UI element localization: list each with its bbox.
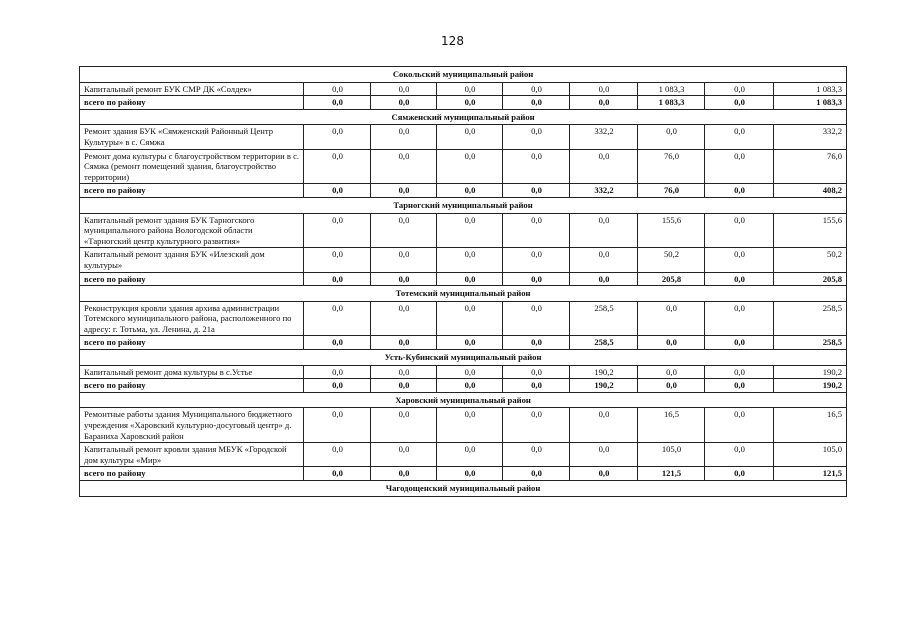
total-value-cell: 1 083,3: [638, 96, 705, 110]
total-row: [80, 184, 847, 198]
value-cell: 0,0: [304, 443, 371, 467]
value-cell: 0,0: [570, 443, 638, 467]
value-cell: 0,0: [705, 125, 774, 149]
total-value-cell: 0,0: [304, 467, 371, 481]
total-value-cell: 0,0: [503, 96, 570, 110]
total-value-cell: 190,2: [774, 379, 847, 393]
value-cell: 0,0: [570, 408, 638, 443]
value-cell: 0,0: [304, 365, 371, 379]
total-value-cell: 121,5: [638, 467, 705, 481]
section-header-row: [80, 109, 847, 125]
value-cell: 0,0: [570, 248, 638, 272]
total-label: всего по району: [80, 467, 304, 481]
value-cell: 0,0: [437, 301, 503, 336]
value-cell: 0,0: [304, 301, 371, 336]
section-title: Чагодощенский муниципальный район: [80, 481, 847, 497]
total-value-cell: 0,0: [304, 272, 371, 286]
value-cell: 0,0: [371, 408, 437, 443]
value-cell: 0,0: [437, 149, 503, 184]
total-value-cell: 0,0: [304, 184, 371, 198]
value-cell: 0,0: [304, 408, 371, 443]
total-row: [80, 379, 847, 393]
value-cell: 0,0: [705, 213, 774, 248]
value-cell: 50,2: [638, 248, 705, 272]
value-cell: 190,2: [570, 365, 638, 379]
section-header-row: [80, 197, 847, 213]
total-value-cell: 0,0: [638, 379, 705, 393]
section-header-row: [80, 286, 847, 302]
total-value-cell: 0,0: [503, 379, 570, 393]
section-title: Сокольский муниципальный район: [80, 67, 847, 83]
value-cell: 0,0: [371, 125, 437, 149]
value-cell: 0,0: [503, 408, 570, 443]
section-header-row: [80, 67, 847, 83]
total-value-cell: 0,0: [503, 467, 570, 481]
value-cell: 16,5: [638, 408, 705, 443]
item-name: Ремонт дома культуры с благоустройством территории в с. Сямжа (ремонт помещений здания, благоустройство территории): [80, 149, 304, 184]
table-row: [80, 408, 847, 443]
value-cell: 258,5: [570, 301, 638, 336]
value-cell: 0,0: [304, 82, 371, 96]
value-cell: 16,5: [774, 408, 847, 443]
value-cell: 0,0: [437, 82, 503, 96]
total-value-cell: 0,0: [570, 467, 638, 481]
total-value-cell: 0,0: [304, 379, 371, 393]
total-label: всего по району: [80, 272, 304, 286]
total-value-cell: 205,8: [774, 272, 847, 286]
total-value-cell: 205,8: [638, 272, 705, 286]
total-value-cell: 258,5: [570, 336, 638, 350]
value-cell: 0,0: [503, 82, 570, 96]
value-cell: 0,0: [437, 365, 503, 379]
value-cell: 0,0: [371, 443, 437, 467]
budget-table-body: [80, 67, 847, 497]
value-cell: 0,0: [638, 125, 705, 149]
section-header-row: [80, 350, 847, 366]
total-value-cell: 0,0: [304, 336, 371, 350]
budget-table: [79, 66, 847, 497]
value-cell: 0,0: [371, 248, 437, 272]
value-cell: 0,0: [304, 125, 371, 149]
section-header-row: [80, 392, 847, 408]
value-cell: 105,0: [774, 443, 847, 467]
item-name: Капитальный ремонт БУК СМР ДК «Солдек»: [80, 82, 304, 96]
value-cell: 0,0: [371, 301, 437, 336]
table-row: [80, 213, 847, 248]
section-title: Сямженский муниципальный район: [80, 109, 847, 125]
value-cell: 0,0: [503, 365, 570, 379]
value-cell: 0,0: [570, 149, 638, 184]
item-name: Ремонт здания БУК «Сямженский Районный Центр Культуры» в с. Сямжа: [80, 125, 304, 149]
total-row: [80, 96, 847, 110]
section-title: Харовский муниципальный район: [80, 392, 847, 408]
total-row: [80, 272, 847, 286]
value-cell: 0,0: [503, 443, 570, 467]
total-value-cell: 0,0: [437, 379, 503, 393]
value-cell: 76,0: [774, 149, 847, 184]
total-value-cell: 0,0: [503, 184, 570, 198]
value-cell: 332,2: [774, 125, 847, 149]
total-value-cell: 0,0: [705, 184, 774, 198]
total-value-cell: 190,2: [570, 379, 638, 393]
table-row: [80, 82, 847, 96]
value-cell: 0,0: [638, 301, 705, 336]
value-cell: 0,0: [437, 125, 503, 149]
value-cell: 1 083,3: [774, 82, 847, 96]
value-cell: 190,2: [774, 365, 847, 379]
table-row: [80, 248, 847, 272]
value-cell: 0,0: [705, 365, 774, 379]
total-value-cell: 0,0: [705, 379, 774, 393]
item-name: Капитальный ремонт здания БУК Тарногского муниципального района Вологодской области «Тарногский центр культурного развития»: [80, 213, 304, 248]
item-name: Ремонтные работы здания Муниципального бюджетного учреждения «Харовский культурно-досуговый центр» д. Бараниха Харовский район: [80, 408, 304, 443]
total-label: всего по району: [80, 184, 304, 198]
total-value-cell: 0,0: [570, 272, 638, 286]
value-cell: 0,0: [371, 365, 437, 379]
total-value-cell: 0,0: [371, 184, 437, 198]
total-value-cell: 0,0: [570, 96, 638, 110]
total-label: всего по району: [80, 379, 304, 393]
value-cell: 0,0: [304, 248, 371, 272]
table-row: [80, 365, 847, 379]
value-cell: 1 083,3: [638, 82, 705, 96]
section-title: Тарногский муниципальный район: [80, 197, 847, 213]
value-cell: 258,5: [774, 301, 847, 336]
value-cell: 0,0: [437, 408, 503, 443]
value-cell: 0,0: [503, 125, 570, 149]
item-name: Капитальный ремонт кровли здания МБУК «Городской дом культуры «Мир»: [80, 443, 304, 467]
total-value-cell: 0,0: [371, 272, 437, 286]
total-value-cell: 0,0: [437, 184, 503, 198]
table-row: [80, 149, 847, 184]
value-cell: 0,0: [570, 82, 638, 96]
total-value-cell: 0,0: [705, 272, 774, 286]
total-value-cell: 0,0: [437, 467, 503, 481]
value-cell: 0,0: [705, 82, 774, 96]
value-cell: 0,0: [503, 149, 570, 184]
total-value-cell: 0,0: [371, 96, 437, 110]
page-number: 128: [441, 34, 464, 48]
total-value-cell: 0,0: [304, 96, 371, 110]
value-cell: 0,0: [705, 149, 774, 184]
value-cell: 0,0: [371, 213, 437, 248]
total-value-cell: 0,0: [503, 336, 570, 350]
value-cell: 0,0: [503, 213, 570, 248]
total-value-cell: 0,0: [705, 467, 774, 481]
section-title: Усть-Кубинский муниципальный район: [80, 350, 847, 366]
value-cell: 0,0: [437, 213, 503, 248]
total-value-cell: 0,0: [437, 96, 503, 110]
section-header-row: [80, 481, 847, 497]
total-value-cell: 0,0: [371, 467, 437, 481]
value-cell: 155,6: [774, 213, 847, 248]
value-cell: 332,2: [570, 125, 638, 149]
value-cell: 105,0: [638, 443, 705, 467]
total-value-cell: 76,0: [638, 184, 705, 198]
value-cell: 0,0: [304, 149, 371, 184]
value-cell: 0,0: [503, 248, 570, 272]
value-cell: 0,0: [304, 213, 371, 248]
total-value-cell: 332,2: [570, 184, 638, 198]
item-name: Реконструкция кровли здания архива администрации Тотемского муниципального района, расположенного по адресу: г. Тотьма, ул. Ленина, д. 21а: [80, 301, 304, 336]
total-value-cell: 0,0: [503, 272, 570, 286]
total-row: [80, 336, 847, 350]
total-value-cell: 0,0: [705, 96, 774, 110]
total-value-cell: 0,0: [705, 336, 774, 350]
total-value-cell: 0,0: [638, 336, 705, 350]
total-label: всего по району: [80, 336, 304, 350]
value-cell: 0,0: [371, 149, 437, 184]
total-value-cell: 0,0: [437, 336, 503, 350]
total-value-cell: 0,0: [371, 379, 437, 393]
value-cell: 76,0: [638, 149, 705, 184]
value-cell: 50,2: [774, 248, 847, 272]
value-cell: 0,0: [503, 301, 570, 336]
value-cell: 0,0: [437, 248, 503, 272]
total-value-cell: 0,0: [437, 272, 503, 286]
value-cell: 0,0: [705, 301, 774, 336]
value-cell: 155,6: [638, 213, 705, 248]
table-row: [80, 125, 847, 149]
total-value-cell: 0,0: [371, 336, 437, 350]
value-cell: 0,0: [638, 365, 705, 379]
value-cell: 0,0: [371, 82, 437, 96]
value-cell: 0,0: [705, 408, 774, 443]
item-name: Капитальный ремонт здания БУК «Илезский дом культуры»: [80, 248, 304, 272]
value-cell: 0,0: [705, 443, 774, 467]
section-title: Тотемский муниципальный район: [80, 286, 847, 302]
total-value-cell: 1 083,3: [774, 96, 847, 110]
value-cell: 0,0: [437, 443, 503, 467]
total-value-cell: 258,5: [774, 336, 847, 350]
table-row: [80, 301, 847, 336]
total-value-cell: 121,5: [774, 467, 847, 481]
total-row: [80, 467, 847, 481]
item-name: Капитальный ремонт дома культуры в с.Устье: [80, 365, 304, 379]
total-value-cell: 408,2: [774, 184, 847, 198]
table-row: [80, 443, 847, 467]
value-cell: 0,0: [705, 248, 774, 272]
total-label: всего по району: [80, 96, 304, 110]
value-cell: 0,0: [570, 213, 638, 248]
